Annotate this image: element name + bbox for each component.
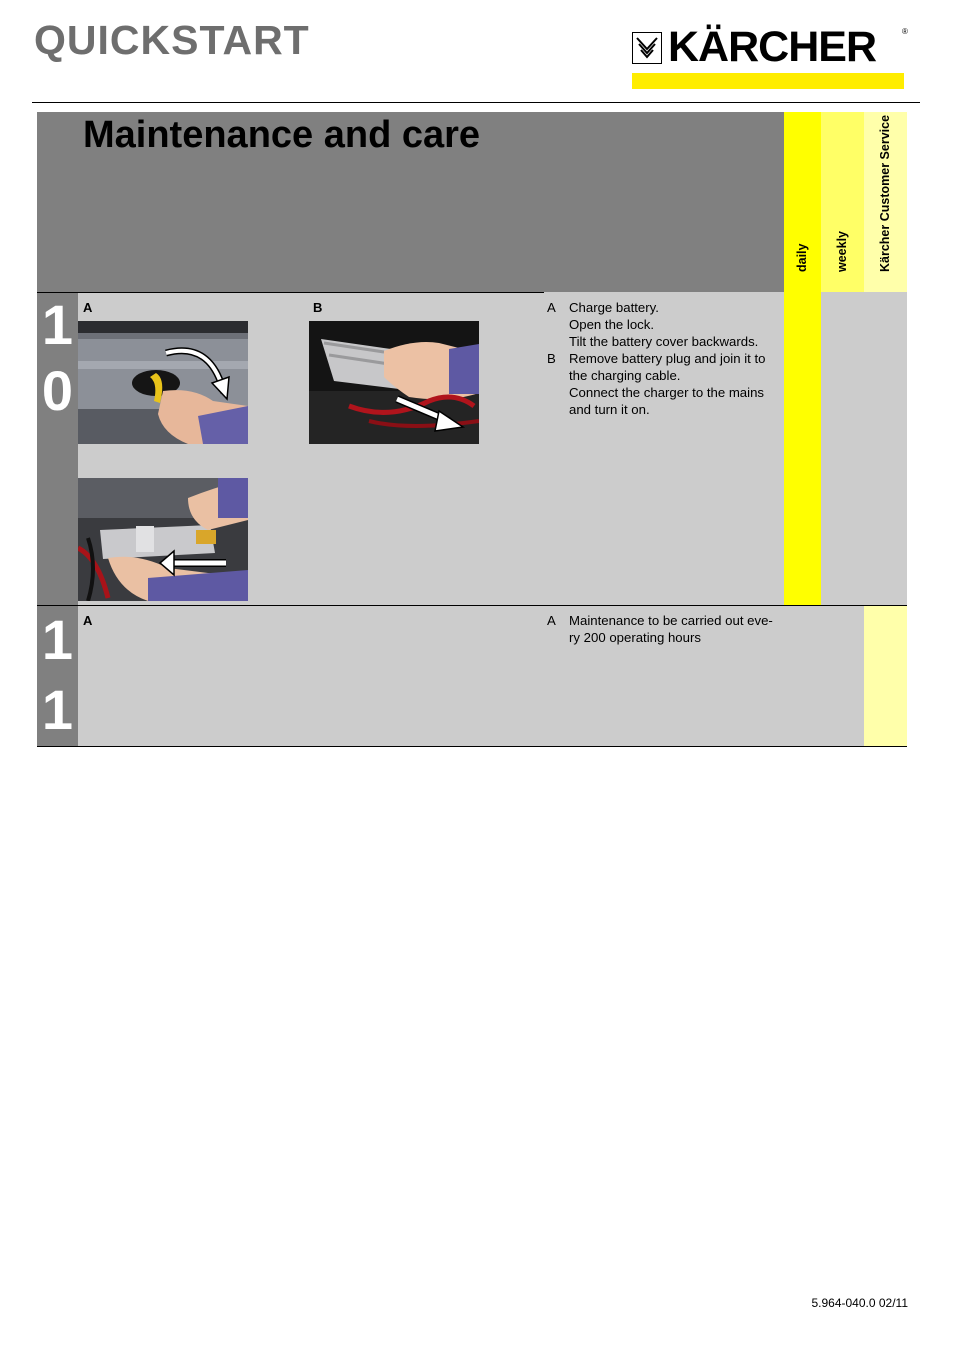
row-10-instructions [547,299,765,418]
quickstart-title: QUICKSTART [34,17,310,63]
step-line: Connect the charger to the mains [569,385,764,400]
step-line: Tilt the battery cover backwards. [569,334,759,349]
column-customer-service [864,112,907,292]
photo-open-battery-lock [78,321,248,444]
brand-wordmark: KÄRCHER [668,23,876,71]
registered-mark: ® [902,27,908,36]
step-letter: A [547,300,556,315]
row-11-number [37,605,78,746]
brand-yellow-bar [632,73,904,89]
column-label-weekly: weekly [834,230,849,272]
column-daily [784,112,821,605]
column-label-customer-service: Kärcher Customer Service [877,114,892,272]
step-a [547,299,765,350]
step-line: Remove battery plug and join it to [569,351,766,366]
step-line: and turn it on. [569,402,650,417]
header-divider [32,102,920,103]
row-11-digit-1: 1 [41,608,74,671]
karcher-logo [632,23,908,91]
step-line: Maintenance to be carried out eve- [569,613,773,628]
row-10-digit-2: 0 [41,359,74,422]
row-11-instructions [547,612,773,646]
row-10-digit-1: 1 [41,293,74,356]
row-10-top-rule [37,292,544,293]
section-title: Maintenance and care [83,114,481,156]
row-11-customer-service-cell [864,605,907,746]
karcher-emblem-icon [632,32,662,64]
column-weekly [821,112,864,292]
step-line: Open the lock. [569,317,655,332]
step-a [547,612,773,646]
figure-label-a: A [83,300,93,315]
row-11-top-rule [37,605,907,606]
row-10-number [37,292,78,605]
step-letter: A [547,613,556,628]
row-11-bottom-rule [37,746,907,747]
step-b [547,350,765,418]
photo-remove-battery-plug [309,321,479,444]
step-line: the charging cable. [569,368,681,383]
figure-label-a: A [83,613,93,628]
column-label-daily: daily [794,243,809,272]
figure-label-b: B [313,300,323,315]
step-line: Charge battery. [569,300,659,315]
row-10-weekly-service-cell [821,292,907,605]
document-number: 5.964-040.0 02/11 [811,1296,908,1310]
photo-join-charging-cable [78,478,248,601]
step-letter: B [547,351,556,366]
step-line: ry 200 operating hours [569,630,701,645]
row-11-digit-2: 1 [41,678,74,741]
